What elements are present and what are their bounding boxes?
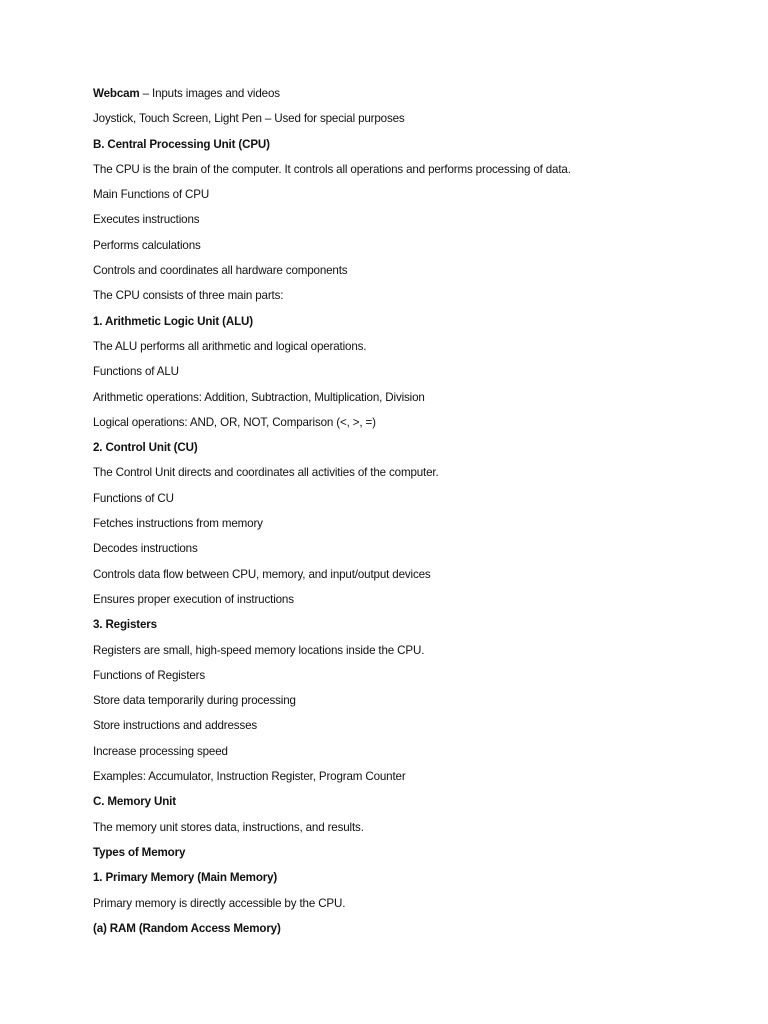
heading-primary-memory: 1. Primary Memory (Main Memory) xyxy=(93,871,278,885)
heading-registers: 3. Registers xyxy=(93,618,157,632)
list-item: Executes instructions xyxy=(93,213,200,227)
subheading-cpu-functions: Main Functions of CPU xyxy=(93,188,210,202)
text-line-webcam xyxy=(93,84,733,109)
heading-alu: 1. Arithmetic Logic Unit (ALU) xyxy=(93,314,253,328)
paragraph-memory-intro: The memory unit stores data, instructions, and results. xyxy=(93,820,364,834)
text-line-joystick: Joystick, Touch Screen, Light Pen – Used for special purposes xyxy=(93,112,405,126)
heading-types-of-memory: Types of Memory xyxy=(93,845,186,859)
list-item: Ensures proper execution of instructions xyxy=(93,592,294,606)
list-item: Increase processing speed xyxy=(93,744,228,758)
list-item: Decodes instructions xyxy=(93,542,198,556)
heading-cpu: B. Central Processing Unit (CPU) xyxy=(93,137,270,151)
paragraph-alu-intro: The ALU performs all arithmetic and logical operations. xyxy=(93,339,367,353)
paragraph-cu-intro: The Control Unit directs and coordinates all activities of the computer. xyxy=(93,466,439,480)
subheading-registers-functions: Functions of Registers xyxy=(93,668,206,682)
term-webcam: Webcam xyxy=(93,87,140,100)
paragraph-cpu-intro: The CPU is the brain of the computer. It controls all operations and performs processing of data. xyxy=(93,162,571,176)
heading-ram: (a) RAM (Random Access Memory) xyxy=(93,921,281,935)
list-item: Controls data flow between CPU, memory, and input/output devices xyxy=(93,567,431,581)
list-item: Fetches instructions from memory xyxy=(93,517,263,531)
paragraph-primary-memory: Primary memory is directly accessible by the CPU. xyxy=(93,896,346,910)
heading-control-unit: 2. Control Unit (CU) xyxy=(93,441,198,455)
list-item: Controls and coordinates all hardware components xyxy=(93,264,348,278)
paragraph-registers-intro: Registers are small, high-speed memory locations inside the CPU. xyxy=(93,643,425,657)
term-webcam-description: – Inputs images and videos xyxy=(139,87,280,100)
document-page xyxy=(93,84,733,944)
subheading-cu-functions: Functions of CU xyxy=(93,491,174,505)
list-item: Logical operations: AND, OR, NOT, Comparison (<, >, =) xyxy=(93,415,376,429)
subheading-alu-functions: Functions of ALU xyxy=(93,365,179,379)
list-item: Arithmetic operations: Addition, Subtraction, Multiplication, Division xyxy=(93,390,425,404)
paragraph-registers-examples: Examples: Accumulator, Instruction Register, Program Counter xyxy=(93,770,406,784)
list-item: Store data temporarily during processing xyxy=(93,694,296,708)
list-item: Store instructions and addresses xyxy=(93,719,258,733)
heading-memory-unit: C. Memory Unit xyxy=(93,795,176,809)
paragraph-cpu-parts: The CPU consists of three main parts: xyxy=(93,289,284,303)
list-item: Performs calculations xyxy=(93,238,201,252)
